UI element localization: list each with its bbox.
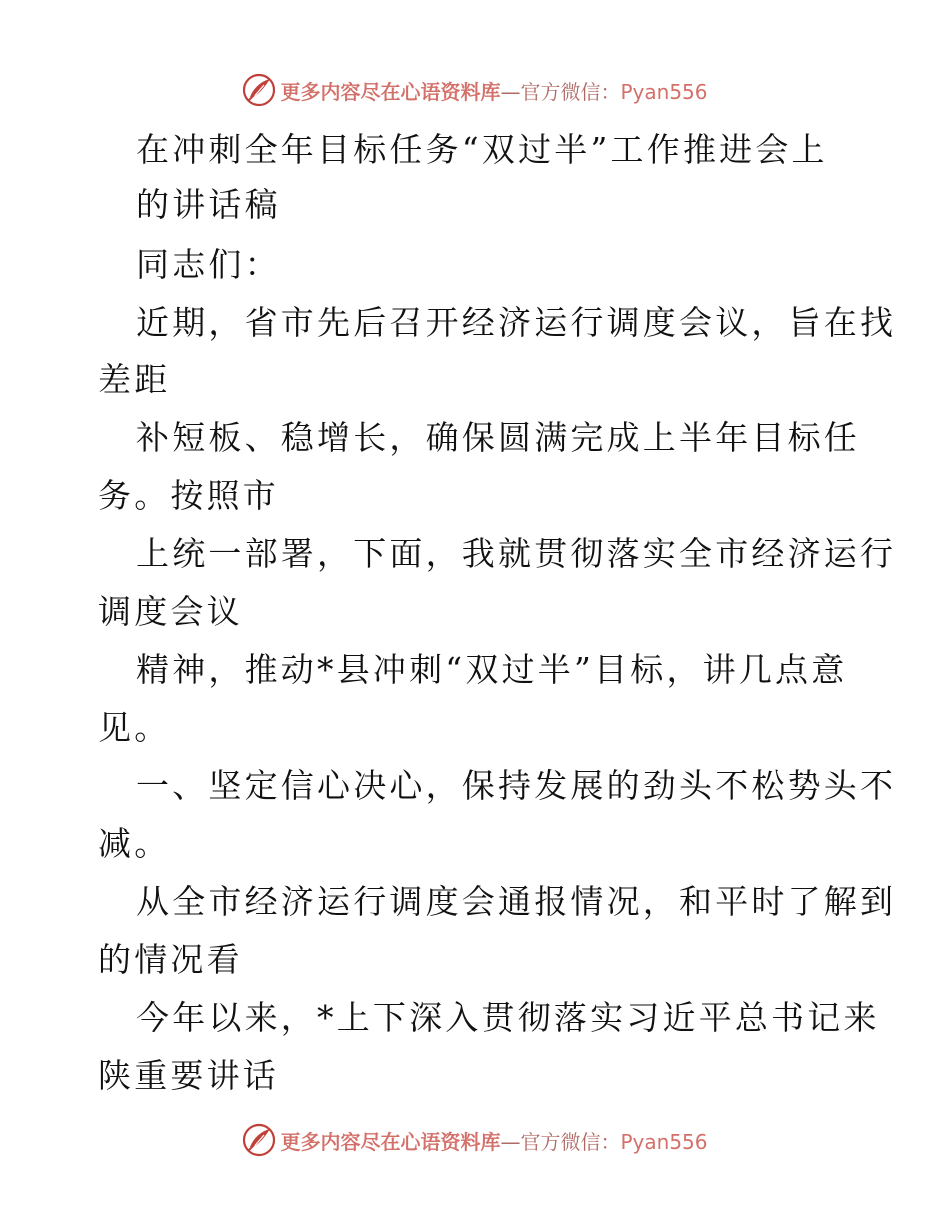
- salutation: 同志们：: [136, 245, 281, 284]
- watermark-separator: —: [500, 79, 521, 104]
- paragraph-line: 精神，推动*县冲刺“双过半”目标，讲几点意: [136, 650, 848, 689]
- document-title-line-2: 的讲话稿: [136, 185, 281, 224]
- paragraph-line: 见。: [98, 708, 171, 747]
- watermark-brand: 更多内容尽在心语资料库: [280, 79, 501, 104]
- paragraph-line: 上统一部署，下面，我就贯彻落实全市经济运行: [136, 534, 897, 573]
- footer-watermark: [0, 1120, 950, 1160]
- paragraph-line: 的情况看: [98, 940, 243, 979]
- feather-logo-icon: [242, 1123, 276, 1157]
- header-watermark: [0, 70, 950, 110]
- paragraph-line: 近期，省市先后召开经济运行调度会议，旨在找: [136, 303, 897, 342]
- paragraph-line: 差距: [98, 360, 171, 399]
- section-heading-line: 一、坚定信心决心，保持发展的劲头不松势头不: [136, 766, 897, 805]
- paragraph-line: 务。按照市: [98, 476, 279, 515]
- watermark-separator: —: [500, 1129, 521, 1154]
- feather-logo-icon: [242, 73, 276, 107]
- document-title-line-1: 在冲刺全年目标任务“双过半”工作推进会上: [136, 130, 828, 169]
- paragraph-line: 今年以来，*上下深入贯彻落实习近平总书记来: [136, 998, 880, 1037]
- watermark-brand: 更多内容尽在心语资料库: [280, 1129, 501, 1154]
- watermark-wechat-id: Pyan556: [620, 79, 708, 104]
- section-heading-line: 减。: [98, 824, 171, 863]
- paragraph-line: 补短板、稳增长，确保圆满完成上半年目标任: [136, 418, 860, 457]
- paragraph-line: 调度会议: [98, 592, 243, 631]
- paragraph-line: 陕重要讲话: [98, 1056, 279, 1095]
- watermark-wechat-id: Pyan556: [620, 1129, 708, 1154]
- watermark-wechat-label: 官方微信：: [520, 79, 621, 104]
- watermark-wechat-label: 官方微信：: [520, 1129, 621, 1154]
- paragraph-line: 从全市经济运行调度会通报情况，和平时了解到: [136, 882, 897, 921]
